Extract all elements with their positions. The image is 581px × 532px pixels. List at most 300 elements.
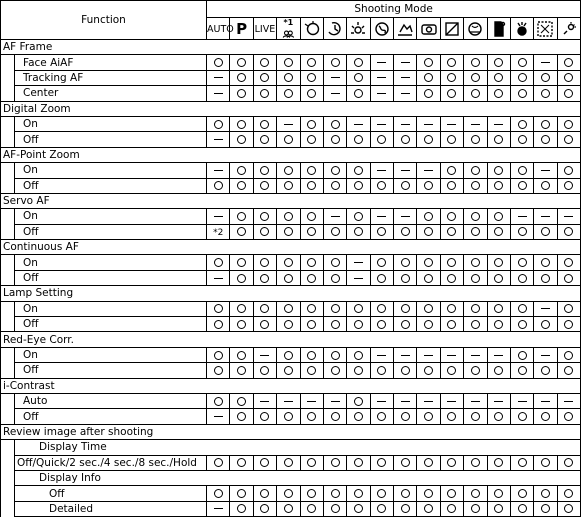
circle-icon [401,412,410,421]
circle-icon [494,212,503,221]
unavailable-mark [207,409,230,424]
circle-icon [471,320,480,329]
available-mark [207,255,230,270]
available-mark [300,209,323,224]
setting-label: Center [15,86,207,101]
circle-icon [284,351,293,360]
unavailable-mark [534,393,557,408]
setting-row [1,70,581,85]
available-mark [370,363,393,378]
circle-icon [564,504,573,513]
available-mark [487,86,510,101]
section-label: AF-Point Zoom [1,147,581,162]
scene-3-icon [323,18,346,40]
unavailable-mark [370,393,393,408]
circle-icon [447,274,456,283]
available-mark [464,317,487,332]
dash-icon [377,93,386,94]
available-mark [440,409,463,424]
auto-mode-icon [207,18,234,40]
available-mark [230,163,253,178]
circle-icon [494,258,503,267]
scene-13-icon [557,18,581,40]
circle-icon [214,366,223,375]
unavailable-mark [370,70,393,85]
section-row [1,40,581,55]
available-mark [323,317,346,332]
available-mark [417,178,440,193]
circle-icon [377,366,386,375]
dash-icon [284,401,293,402]
available-mark [347,347,370,362]
circle-icon [518,458,527,467]
available-mark [370,224,393,239]
dash-icon [214,139,223,140]
setting-label: Off [15,178,207,193]
available-mark [557,317,581,332]
circle-icon [494,320,503,329]
dash-icon [447,355,456,356]
circle-icon [260,258,269,267]
circle-icon [564,135,573,144]
mode-footnote: *1 [283,18,294,27]
available-mark [207,393,230,408]
unavailable-mark [464,116,487,131]
circle-icon [354,135,363,144]
circle-icon [564,366,573,375]
available-mark [440,363,463,378]
available-mark [230,70,253,85]
available-mark [534,317,557,332]
dash-icon [564,401,573,402]
available-mark [277,301,300,316]
unavailable-mark [557,209,581,224]
available-mark [510,70,533,85]
circle-icon [447,73,456,82]
setting-label: On [15,116,207,131]
circle-icon [424,258,433,267]
unavailable-mark [417,347,440,362]
indent-gutter [1,132,15,147]
scene-8-icon [440,18,463,40]
circle-icon [541,412,550,421]
circle-icon [354,227,363,236]
setting-label: Off [15,270,207,285]
circle-icon [307,366,316,375]
subheader-row [1,440,581,455]
available-mark [417,363,440,378]
unavailable-mark [394,116,417,131]
setting-row [1,224,581,239]
available-mark [557,163,581,178]
dash-icon [214,416,223,417]
unavailable-mark [417,393,440,408]
dash-icon [214,93,223,94]
circle-icon [284,73,293,82]
circle-icon [401,258,410,267]
unavailable-mark [510,393,533,408]
circle-icon [260,320,269,329]
unavailable-mark [323,86,346,101]
available-mark [417,455,440,470]
indent-gutter [1,86,15,101]
indent-gutter [1,178,15,193]
mode-label: LIVE [254,23,276,35]
available-mark [440,255,463,270]
available-mark [300,116,323,131]
section-row [1,378,581,393]
circle-icon [518,489,527,498]
circle-icon [401,304,410,313]
circle-icon [260,504,269,513]
unavailable-mark [300,393,323,408]
available-mark [394,486,417,501]
available-mark [253,209,276,224]
available-mark [534,86,557,101]
setting-label: Off [15,317,207,332]
available-mark [394,363,417,378]
available-mark [394,501,417,516]
indent-gutter [1,209,15,224]
dash-icon [354,278,363,279]
setting-row [1,270,581,285]
circle-icon [541,135,550,144]
unavailable-mark [347,116,370,131]
available-mark [323,501,346,516]
circle-icon [564,258,573,267]
dash-icon [401,401,410,402]
circle-icon [424,504,433,513]
scene-6-icon [394,18,417,40]
circle-icon [237,412,246,421]
available-mark [253,116,276,131]
setting-row [1,301,581,316]
setting-label: Off/Quick/2 sec./4 sec./8 sec./Hold [15,455,207,470]
available-mark [300,501,323,516]
circle-icon [354,458,363,467]
circle-icon [471,212,480,221]
available-mark [300,163,323,178]
circle-icon [214,489,223,498]
available-mark [300,86,323,101]
circle-icon [237,135,246,144]
indent-gutter [1,116,15,131]
circle-icon [354,73,363,82]
available-mark [253,455,276,470]
circle-icon [307,504,316,513]
circle-icon [260,212,269,221]
available-mark [300,486,323,501]
circle-icon [331,258,340,267]
available-mark [417,86,440,101]
available-mark [510,363,533,378]
circle-icon [447,412,456,421]
circle-icon [284,489,293,498]
circle-icon [471,73,480,82]
unavailable-mark [534,347,557,362]
dash-icon [307,401,316,402]
available-mark [440,501,463,516]
available-mark [464,70,487,85]
circle-icon [354,166,363,175]
available-mark [510,270,533,285]
available-mark [253,270,276,285]
circle-icon [447,458,456,467]
available-mark [394,255,417,270]
circle-icon [284,412,293,421]
available-mark [277,55,300,70]
setting-row [1,486,581,501]
scene-5-icon [370,18,393,40]
circle-icon [447,58,456,67]
circle-icon [331,120,340,129]
circle-icon [494,504,503,513]
available-mark [277,317,300,332]
section-label: Lamp Setting [1,286,581,301]
circle-icon [401,320,410,329]
dash-icon [331,401,340,402]
unavailable-mark [487,347,510,362]
available-mark [253,486,276,501]
available-mark [510,224,533,239]
circle-icon [424,320,433,329]
circle-icon [494,166,503,175]
circle-icon [307,351,316,360]
available-mark [417,70,440,85]
available-mark [440,224,463,239]
circle-icon [237,397,246,406]
available-mark [464,132,487,147]
available-mark [347,163,370,178]
available-mark [277,132,300,147]
setting-row [1,455,581,470]
circle-icon [331,58,340,67]
available-mark [440,270,463,285]
available-mark [417,270,440,285]
available-mark [487,317,510,332]
circle-icon [307,412,316,421]
unavailable-mark [370,163,393,178]
unavailable-mark [394,163,417,178]
dash-icon [377,355,386,356]
unavailable-mark [534,163,557,178]
available-mark [534,363,557,378]
section-label: Servo AF [1,193,581,208]
available-mark [534,132,557,147]
circle-icon [284,504,293,513]
available-mark [230,301,253,316]
unavailable-mark [323,70,346,85]
circle-icon [214,258,223,267]
available-mark [510,86,533,101]
available-mark [323,163,346,178]
dash-icon [424,355,433,356]
available-mark [557,501,581,516]
available-mark [323,116,346,131]
available-mark [277,347,300,362]
circle-icon [214,304,223,313]
circle-icon [307,181,316,190]
available-mark [534,455,557,470]
setting-row [1,363,581,378]
available-mark [440,55,463,70]
available-mark [347,455,370,470]
circle-icon [564,458,573,467]
available-mark [347,486,370,501]
available-mark [487,132,510,147]
available-mark [323,255,346,270]
circle-icon [260,227,269,236]
circle-icon [494,73,503,82]
available-mark [277,255,300,270]
circle-icon [284,89,293,98]
circle-icon [237,320,246,329]
circle-icon [331,504,340,513]
available-mark [487,501,510,516]
available-mark [510,409,533,424]
available-mark [323,132,346,147]
available-mark [347,363,370,378]
circle-icon [471,366,480,375]
available-mark [487,301,510,316]
setting-label: Tracking AF [15,70,207,85]
available-mark [557,270,581,285]
circle-icon [541,366,550,375]
available-mark [464,209,487,224]
circle-icon [541,89,550,98]
scene-11-icon [510,18,533,40]
available-mark [487,209,510,224]
circle-icon [541,258,550,267]
available-mark [230,409,253,424]
scene-7-icon [417,18,440,40]
circle-icon [260,73,269,82]
circle-icon [518,181,527,190]
circle-icon [447,181,456,190]
setting-row [1,347,581,362]
dash-icon [564,216,573,217]
circle-icon [354,89,363,98]
available-mark [253,55,276,70]
indent-gutter [1,224,15,239]
available-mark [323,347,346,362]
circle-icon [541,320,550,329]
circle-icon [541,120,550,129]
available-mark [300,224,323,239]
available-mark [534,270,557,285]
circle-icon [494,89,503,98]
setting-row [1,393,581,408]
available-mark [487,70,510,85]
circle-icon [401,504,410,513]
circle-icon [518,320,527,329]
circle-icon [354,304,363,313]
available-mark [534,178,557,193]
setting-label: On [15,163,207,178]
circle-icon [214,458,223,467]
circle-icon [284,304,293,313]
available-mark [347,393,370,408]
unavailable-mark [207,70,230,85]
dash-icon [471,355,480,356]
dash-icon [424,170,433,171]
available-mark [464,224,487,239]
unavailable-mark [464,393,487,408]
dash-icon [471,124,480,125]
circle-icon [424,304,433,313]
dash-icon [214,170,223,171]
circle-icon [331,227,340,236]
circle-icon [260,58,269,67]
available-mark [207,347,230,362]
available-mark [534,486,557,501]
scene-2-icon [300,18,323,40]
unavailable-mark [417,163,440,178]
available-mark [347,86,370,101]
available-mark [207,116,230,131]
indent-gutter [1,486,15,501]
available-mark [347,501,370,516]
circle-icon [424,412,433,421]
dash-icon [518,401,527,402]
available-mark [370,409,393,424]
circle-icon [471,489,480,498]
available-mark [534,409,557,424]
circle-icon [237,120,246,129]
circle-icon [518,73,527,82]
circle-icon [284,320,293,329]
dash-icon [518,216,527,217]
available-mark [347,132,370,147]
circle-icon [471,227,480,236]
setting-row [1,163,581,178]
circle-icon [331,412,340,421]
circle-icon [260,135,269,144]
dash-icon [354,124,363,125]
section-row [1,286,581,301]
unavailable-mark [370,347,393,362]
setting-row [1,501,581,516]
circle-icon [307,304,316,313]
unavailable-mark [277,393,300,408]
available-mark [510,132,533,147]
available-mark [323,363,346,378]
circle-icon [214,320,223,329]
circle-icon [447,304,456,313]
available-mark [207,317,230,332]
circle-icon [494,181,503,190]
scene-4-icon [347,18,370,40]
circle-icon [307,120,316,129]
circle-icon [377,227,386,236]
circle-icon [354,412,363,421]
available-mark [417,501,440,516]
circle-icon [447,227,456,236]
available-mark [323,409,346,424]
circle-icon [307,458,316,467]
circle-icon [377,458,386,467]
available-mark [440,317,463,332]
circle-icon [260,120,269,129]
circle-icon [377,504,386,513]
circle-icon [564,489,573,498]
circle-icon [401,489,410,498]
unavailable-mark [440,393,463,408]
circle-icon [377,135,386,144]
circle-icon [447,89,456,98]
circle-icon [331,135,340,144]
circle-icon [494,227,503,236]
